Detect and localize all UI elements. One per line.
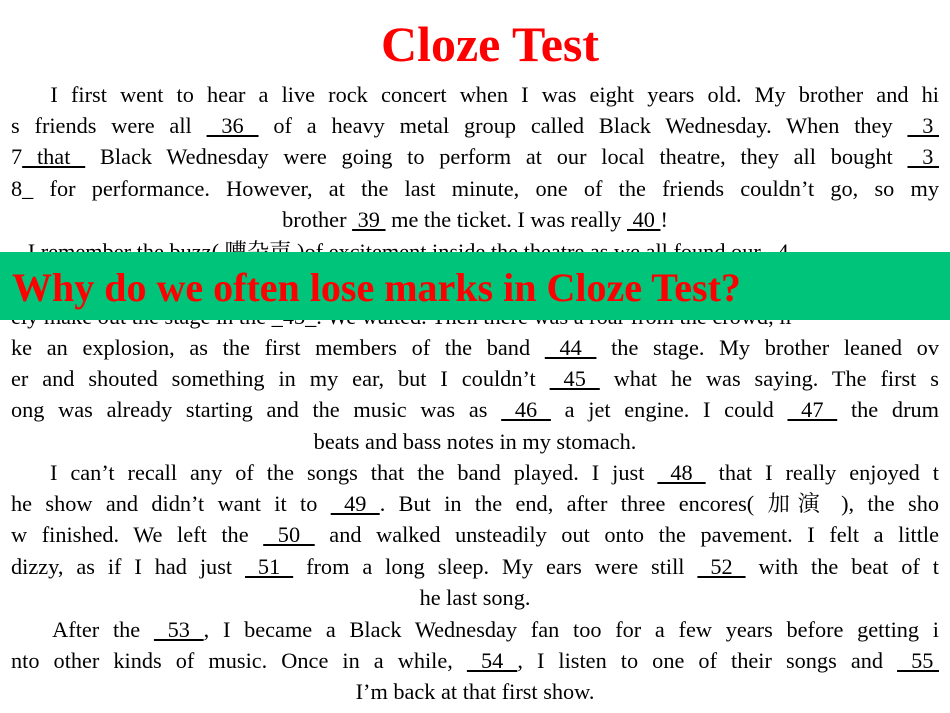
answer-blank: 54 (466, 648, 518, 674)
text-line: nto other kinds of music. Once in a while, 54 , I listen to one of their songs and 55 (11, 648, 939, 674)
paragraph-4 (11, 614, 939, 708)
text-line: 8_ for performance. However, at the last minute, one of the friends couldn’t go, so my (11, 175, 939, 201)
text-line: I first went to hear a live rock concert when I was eight years old. My brother and hi (11, 82, 939, 107)
paragraph-1 (11, 79, 939, 235)
text-line: beats and bass notes in my stomach. (313, 428, 637, 454)
answer-blank: 46 (501, 397, 551, 423)
answer-blank: 48 (657, 460, 706, 485)
answer-blank: 49 (330, 491, 380, 517)
answer-blank: 50 (263, 522, 315, 548)
paragraph-3 (11, 457, 939, 613)
answer-blank: 3 (907, 113, 939, 139)
text-line: brother 39 me the ticket. I was really 40 ! (282, 206, 668, 232)
page-title: Cloze Test (380, 16, 600, 72)
answer-blank: 53 (153, 617, 204, 642)
answer-blank: 36 (206, 113, 259, 139)
text-line: er and shouted something in my ear, but I couldn’t 45 what he was saying. The first s (11, 366, 939, 392)
text-line: After the 53 , I became a Black Wednesday fan too for a few years before getting i (11, 617, 939, 642)
answer-blank: 45 (549, 366, 600, 392)
answer-blank: that (22, 144, 86, 170)
text-line: ke an explosion, as the first members of the band 44 the stage. My brother leaned ov (11, 335, 939, 360)
answer-blank: 55 (897, 648, 939, 674)
text-line: s friends were all 36 of a heavy metal group called Black Wednesday. When they 3 (11, 113, 939, 139)
text-line: 7 that Black Wednesday were going to perform at our local theatre, they all bought 3 (11, 144, 940, 170)
text-line: w finished. We left the 50 and walked unsteadily out onto the pavement. I felt a little (11, 522, 939, 548)
answer-blank: 47 (787, 397, 838, 423)
answer-blank: 3 (907, 144, 940, 170)
answer-blank: 52 (697, 553, 746, 579)
text-line: I’m back at that first show. (355, 679, 595, 705)
text-line: I can’t recall any of the songs that the band played. I just 48 that I really enjoyed t (11, 460, 939, 485)
question-banner-text: Why do we often lose marks in Cloze Test? (12, 265, 741, 310)
text-line: dizzy, as if I had just 51 from a long sleep. My ears were still 52 with the beat of t (11, 553, 939, 579)
text-line: ong was already starting and the music was as 46 a jet engine. I could 47 the drum (11, 397, 939, 423)
text-line: he show and didn’t want it to 49 . But in the end, after three encores( 加演 ), the sho (11, 491, 939, 517)
answer-blank: 44 (544, 335, 597, 360)
answer-blank: 40 (627, 206, 661, 232)
answer-blank: 51 (245, 553, 294, 579)
paragraph-2 (11, 332, 939, 457)
answer-blank: 39 (352, 206, 386, 232)
text-line: he last song. (419, 584, 531, 610)
